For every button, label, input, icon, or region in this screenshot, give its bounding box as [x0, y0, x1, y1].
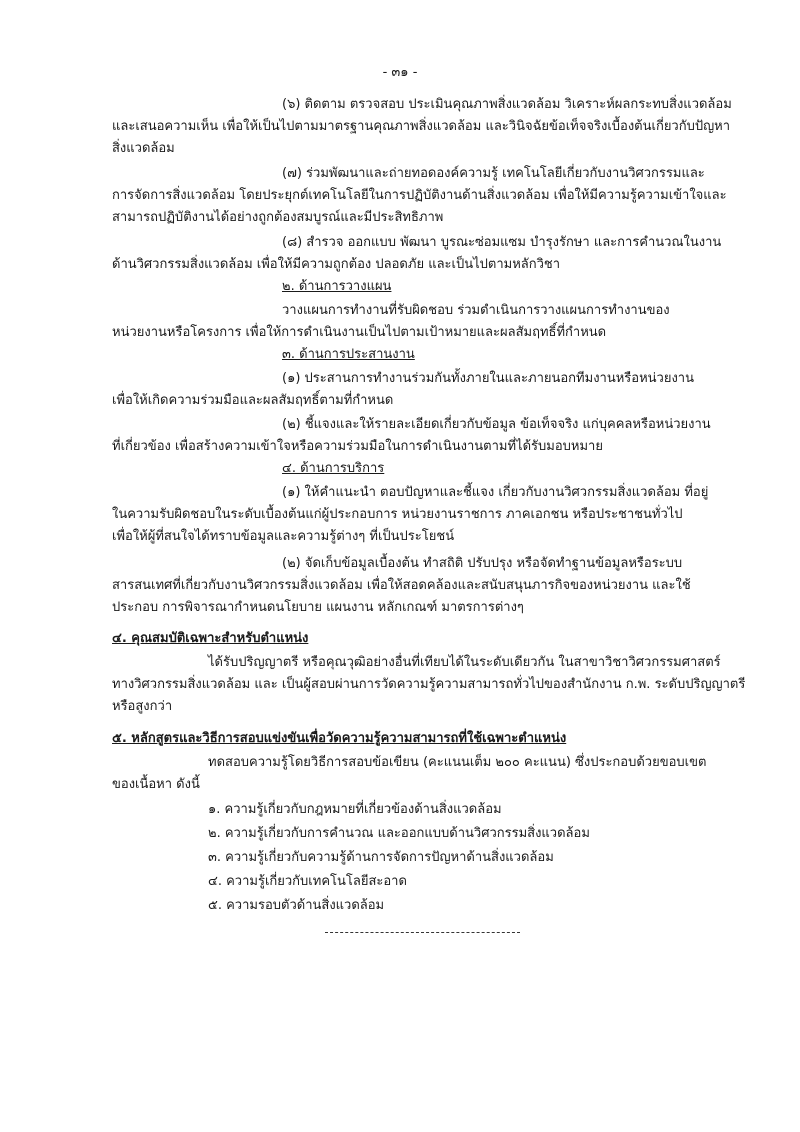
paragraph-line: การจัดการสิ่งแวดล้อม โดยประยุกต์เทคโนโลยีในการปฏิบัติงานด้านสิ่งแวดล้อม เพื่อให้มีความรู้ความเข้าใจและ — [112, 188, 727, 203]
paragraph-line: (๖) ติดตาม ตรวจสอบ ประเมินคุณภาพสิ่งแวดล้อม วิเคราะห์ผลกระทบสิ่งแวดล้อม — [282, 97, 732, 112]
end-divider — [325, 932, 520, 933]
paragraph-line: (๗) ร่วมพัฒนาและถ่ายทอดองค์ความรู้ เทคโนโลยีเกี่ยวกับงานวิศวกรรมและ — [282, 166, 705, 181]
paragraph-line: เพื่อให้ผู้ที่สนใจได้ทราบข้อมูลและความรู้ต่างๆ ที่เป็นประโยชน์ — [112, 529, 455, 544]
paragraph-line: ได้รับปริญญาตรี หรือคุณวุฒิอย่างอื่นที่เทียบได้ในระดับเดียวกัน ในสาขาวิชาวิศวกรรมศาสตร์ — [208, 655, 721, 670]
paragraph-line: ทางวิศวกรรมสิ่งแวดล้อม และ เป็นผู้สอบผ่านการวัดความรู้ความสามารถทั่วไปของสำนักงาน ก.พ. ระดับปริญญาตรี — [112, 677, 746, 692]
paragraph-line: สามารถปฏิบัติงานได้อย่างถูกต้องสมบูรณ์และมีประสิทธิภาพ — [112, 210, 444, 225]
paragraph-line: ในความรับผิดชอบในระดับเบื้องต้นแก่ผู้ประกอบการ หน่วยงานราชการ ภาคเอกชน หรือประชาชนทั่วไป — [112, 507, 683, 522]
paragraph-line: (๒) จัดเก็บข้อมูลเบื้องต้น ทำสถิติ ปรับปรุง หรือจัดทำฐานข้อมูลหรือระบบ — [282, 556, 683, 571]
paragraph-line: ของเนื้อหา ดังนี้ — [112, 777, 200, 792]
subsection-heading: ๒. ด้านการวางแผน — [282, 279, 392, 294]
section-heading: ๕. หลักสูตรและวิธีการสอบแข่งขันเพื่อวัดความรู้ความสามารถที่ใช้เฉพาะตำแหน่ง — [112, 731, 567, 746]
list-item: ๓. ความรู้เกี่ยวกับความรู้ด้านการจัดการปัญหาด้านสิ่งแวดล้อม — [208, 850, 554, 865]
paragraph-line: และเสนอความเห็น เพื่อให้เป็นไปตามมาตรฐานคุณภาพสิ่งแวดล้อม และวินิจฉัยข้อเท็จจริงเบื้องต้นเกี่ยวกับปัญหา — [112, 119, 731, 134]
subsection-heading: ๓. ด้านการประสานงาน — [282, 347, 415, 362]
page-number: - ๓๑ - — [382, 65, 418, 80]
list-item: ๕. ความรอบตัวด้านสิ่งแวดล้อม — [208, 898, 385, 913]
paragraph-line: (๘) สำรวจ ออกแบบ พัฒนา บูรณะซ่อมแซม บำรุงรักษา และการคำนวณในงาน — [282, 235, 722, 250]
paragraph-line: ประกอบ การพิจารณากำหนดนโยบาย แผนงาน หลักเกณฑ์ มาตรการต่างๆ — [112, 600, 524, 615]
paragraph-line: เพื่อให้เกิดความร่วมมือและผลสัมฤทธิ์ตามที่กำหนด — [112, 393, 394, 408]
paragraph-line: หน่วยงานหรือโครงการ เพื่อให้การดำเนินงานเป็นไปตามเป้าหมายและผลสัมฤทธิ์ที่กำหนด — [112, 325, 607, 340]
section-heading: ๔. คุณสมบัติเฉพาะสำหรับตำแหน่ง — [112, 631, 309, 646]
paragraph-line: สิ่งแวดล้อม — [112, 141, 175, 156]
paragraph-line: ที่เกี่ยวข้อง เพื่อสร้างความเข้าใจหรือความร่วมมือในการดำเนินงานตามที่ได้รับมอบหมาย — [112, 439, 603, 454]
list-item: ๒. ความรู้เกี่ยวกับการคำนวณ และออกแบบด้านวิศวกรรมสิ่งแวดล้อม — [208, 826, 590, 841]
paragraph-line: หรือสูงกว่า — [112, 699, 173, 714]
paragraph-line: ทดสอบความรู้โดยวิธีการสอบข้อเขียน (คะแนนเต็ม ๒๐๐ คะแนน) ซึ่งประกอบด้วยขอบเขต — [208, 755, 707, 770]
list-item: ๑. ความรู้เกี่ยวกับกฎหมายที่เกี่ยวข้องด้านสิ่งแวดล้อม — [208, 802, 502, 817]
paragraph-line: (๒) ชี้แจงและให้รายละเอียดเกี่ยวกับข้อมูล ข้อเท็จจริง แก่บุคคลหรือหน่วยงาน — [282, 417, 711, 432]
list-item: ๔. ความรู้เกี่ยวกับเทคโนโลยีสะอาด — [208, 874, 407, 889]
paragraph-line: (๑) ให้คำแนะนำ ตอบปัญหาและชี้แจง เกี่ยวกับงานวิศวกรรมสิ่งแวดล้อม ที่อยู่ — [282, 485, 709, 500]
paragraph-line: วางแผนการทำงานที่รับผิดชอบ ร่วมดำเนินการวางแผนการทำงานของ — [282, 303, 670, 318]
paragraph-line: สารสนเทศที่เกี่ยวกับงานวิศวกรรมสิ่งแวดล้อม เพื่อให้สอดคล้องและสนับสนุนภารกิจของหน่วยงาน และใช้ — [112, 578, 691, 593]
subsection-heading: ๔. ด้านการบริการ — [282, 461, 385, 476]
paragraph-line: (๑) ประสานการทำงานร่วมกันทั้งภายในและภายนอกทีมงานหรือหน่วยงาน — [282, 371, 694, 386]
paragraph-line: ด้านวิศวกรรมสิ่งแวดล้อม เพื่อให้มีความถูกต้อง ปลอดภัย และเป็นไปตามหลักวิชา — [112, 257, 561, 272]
